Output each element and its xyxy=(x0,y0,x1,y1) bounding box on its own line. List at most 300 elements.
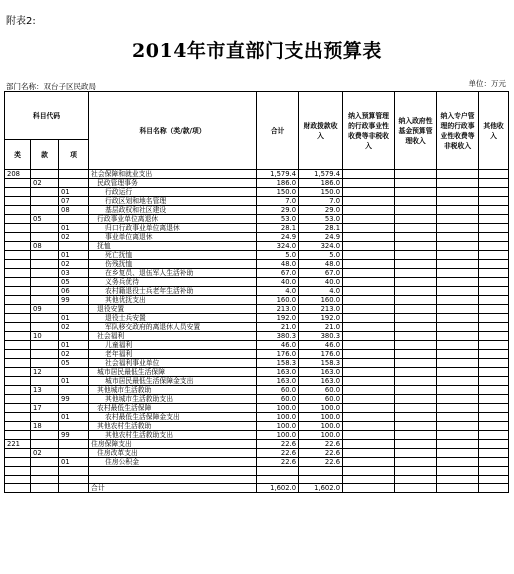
cell-kuan: 12 xyxy=(31,368,59,377)
cell-fiscal: 22.6 xyxy=(299,440,343,449)
cell-total: 7.0 xyxy=(257,197,299,206)
table-row xyxy=(5,233,509,242)
cell-lei xyxy=(5,206,31,215)
header-lei: 类 xyxy=(5,140,31,170)
cell-fund-budget xyxy=(395,242,437,251)
cell-lei xyxy=(5,386,31,395)
cell-lei xyxy=(5,449,31,458)
cell-fund-budget xyxy=(395,359,437,368)
cell-name: 老年福利 xyxy=(89,350,257,359)
cell-name: 住房公积金 xyxy=(89,458,257,467)
cell-xiang xyxy=(59,467,89,476)
cell-nontax-budget xyxy=(343,341,395,350)
cell-name: 行政运行 xyxy=(89,188,257,197)
cell-other-income xyxy=(479,260,509,269)
cell-kuan xyxy=(31,287,59,296)
cell-fiscal: 24.9 xyxy=(299,233,343,242)
cell-other-income xyxy=(479,233,509,242)
cell-nontax-budget xyxy=(343,197,395,206)
table-row xyxy=(5,242,509,251)
cell-special-account xyxy=(437,224,479,233)
cell-xiang xyxy=(59,170,89,179)
table-row xyxy=(5,287,509,296)
cell-special-account xyxy=(437,269,479,278)
cell-fund-budget xyxy=(395,431,437,440)
table-row xyxy=(5,440,509,449)
cell-nontax-budget xyxy=(343,260,395,269)
cell-lei xyxy=(5,305,31,314)
cell-special-account xyxy=(437,377,479,386)
cell-lei xyxy=(5,467,31,476)
cell-kuan xyxy=(31,467,59,476)
cell-total: 176.0 xyxy=(257,350,299,359)
cell-lei xyxy=(5,224,31,233)
cell-kuan: 10 xyxy=(31,332,59,341)
cell-kuan xyxy=(31,440,59,449)
cell-fund-budget xyxy=(395,323,437,332)
cell-fund-budget xyxy=(395,269,437,278)
total-label: 合计 xyxy=(89,484,257,493)
cell-fund-budget xyxy=(395,251,437,260)
header-total: 合计 xyxy=(257,92,299,170)
cell-kuan xyxy=(31,197,59,206)
cell-nontax-budget xyxy=(343,242,395,251)
table-row xyxy=(5,260,509,269)
cell-name: 社会福利 xyxy=(89,332,257,341)
cell-xiang: 02 xyxy=(59,260,89,269)
cell-xiang xyxy=(59,475,89,484)
cell-special-account xyxy=(437,458,479,467)
cell-lei xyxy=(5,179,31,188)
cell-fiscal: 21.0 xyxy=(299,323,343,332)
cell-other-income xyxy=(479,215,509,224)
cell-special-account xyxy=(437,449,479,458)
cell-name: 农村最低生活保障 xyxy=(89,404,257,413)
cell-xiang xyxy=(59,404,89,413)
cell-fiscal xyxy=(299,467,343,476)
cell-kuan xyxy=(31,341,59,350)
table-row xyxy=(5,431,509,440)
cell-other-income xyxy=(479,413,509,422)
cell-xiang xyxy=(59,179,89,188)
cell-total: 160.0 xyxy=(257,296,299,305)
cell-fund-budget xyxy=(395,475,437,484)
cell-total: 22.6 xyxy=(257,440,299,449)
cell-total: 60.0 xyxy=(257,395,299,404)
cell-fiscal: 100.0 xyxy=(299,431,343,440)
cell-nontax-budget xyxy=(343,287,395,296)
cell-nontax-budget xyxy=(343,233,395,242)
cell-nontax-budget xyxy=(343,368,395,377)
cell-kuan xyxy=(31,458,59,467)
cell-total: 21.0 xyxy=(257,323,299,332)
table-row xyxy=(5,215,509,224)
cell-fiscal: 150.0 xyxy=(299,188,343,197)
cell-total: 158.3 xyxy=(257,359,299,368)
cell-total: 213.0 xyxy=(257,305,299,314)
cell-kuan xyxy=(31,278,59,287)
cell-nontax-budget xyxy=(343,386,395,395)
page-title: 2014年市直部门支出预算表 xyxy=(132,40,382,62)
cell-xiang xyxy=(59,386,89,395)
cell-fund-budget xyxy=(395,224,437,233)
table-row xyxy=(5,296,509,305)
cell-nontax-budget xyxy=(343,377,395,386)
cell-fund-budget xyxy=(395,314,437,323)
cell-special-account xyxy=(437,287,479,296)
cell-fiscal: 380.3 xyxy=(299,332,343,341)
cell-xiang xyxy=(59,242,89,251)
cell-nontax-budget xyxy=(343,359,395,368)
cell-total: 5.0 xyxy=(257,251,299,260)
cell-kuan xyxy=(31,170,59,179)
cell-fund-budget xyxy=(395,179,437,188)
cell-other-income xyxy=(479,431,509,440)
cell-xiang: 01 xyxy=(59,314,89,323)
table-row xyxy=(5,475,509,484)
cell-fund-budget xyxy=(395,350,437,359)
table-row xyxy=(5,170,509,179)
cell-fund-budget xyxy=(395,206,437,215)
cell-special-account xyxy=(437,386,479,395)
cell-total: 29.0 xyxy=(257,206,299,215)
cell-kuan xyxy=(31,314,59,323)
cell-fiscal: 5.0 xyxy=(299,251,343,260)
cell-lei xyxy=(5,422,31,431)
cell-kuan xyxy=(31,413,59,422)
cell-kuan: 17 xyxy=(31,404,59,413)
cell-lei xyxy=(5,260,31,269)
cell-name: 其他城市生活救助 xyxy=(89,386,257,395)
cell-lei xyxy=(5,323,31,332)
cell-fund-budget xyxy=(395,332,437,341)
cell-lei xyxy=(5,197,31,206)
cell-other-income xyxy=(479,359,509,368)
cell-total: 24.9 xyxy=(257,233,299,242)
cell-total: 40.0 xyxy=(257,278,299,287)
table-row xyxy=(5,449,509,458)
cell-special-account xyxy=(437,314,479,323)
table-row xyxy=(5,359,509,368)
total-amount: 1,602.0 xyxy=(257,484,299,493)
cell-other-income xyxy=(479,242,509,251)
cell-lei xyxy=(5,314,31,323)
cell-name: 农村籍退役士兵老年生活补助 xyxy=(89,287,257,296)
cell-lei xyxy=(5,350,31,359)
cell-fiscal: 40.0 xyxy=(299,278,343,287)
cell-special-account xyxy=(437,242,479,251)
cell-xiang: 01 xyxy=(59,188,89,197)
cell-fiscal: 213.0 xyxy=(299,305,343,314)
table-row xyxy=(5,368,509,377)
table-row xyxy=(5,458,509,467)
cell-lei xyxy=(5,341,31,350)
cell-kuan xyxy=(31,475,59,484)
cell-fund-budget xyxy=(395,170,437,179)
cell-kuan: 08 xyxy=(31,242,59,251)
cell-nontax-budget xyxy=(343,305,395,314)
table-row xyxy=(5,305,509,314)
cell-nontax-budget xyxy=(343,350,395,359)
table-row xyxy=(5,332,509,341)
cell-lei xyxy=(5,377,31,386)
cell-name: 儿童福利 xyxy=(89,341,257,350)
cell-fiscal: 1,579.4 xyxy=(299,170,343,179)
table-row xyxy=(5,413,509,422)
cell-nontax-budget xyxy=(343,332,395,341)
cell-xiang xyxy=(59,305,89,314)
table-row xyxy=(5,395,509,404)
cell-nontax-budget xyxy=(343,449,395,458)
cell-fund-budget xyxy=(395,197,437,206)
cell-lei xyxy=(5,475,31,484)
table-row xyxy=(5,386,509,395)
cell-fiscal: 163.0 xyxy=(299,377,343,386)
cell-kuan xyxy=(31,251,59,260)
cell-other-income xyxy=(479,350,509,359)
cell-kuan: 05 xyxy=(31,215,59,224)
cell-special-account xyxy=(437,422,479,431)
cell-xiang: 06 xyxy=(59,287,89,296)
cell-special-account xyxy=(437,431,479,440)
table-row xyxy=(5,278,509,287)
cell-special-account xyxy=(437,368,479,377)
cell-name: 义务兵优待 xyxy=(89,278,257,287)
cell-other-income xyxy=(479,224,509,233)
cell-nontax-budget xyxy=(343,314,395,323)
cell-other-income xyxy=(479,386,509,395)
cell-name: 住房改革支出 xyxy=(89,449,257,458)
cell-name: 抚恤 xyxy=(89,242,257,251)
cell-fiscal: 192.0 xyxy=(299,314,343,323)
cell-name: 其他农村生活救助 xyxy=(89,422,257,431)
cell-special-account xyxy=(437,296,479,305)
cell-total: 53.0 xyxy=(257,215,299,224)
cell-fund-budget xyxy=(395,413,437,422)
cell-total: 100.0 xyxy=(257,413,299,422)
cell-lei xyxy=(5,332,31,341)
table-row xyxy=(5,224,509,233)
cell-fiscal: 4.0 xyxy=(299,287,343,296)
cell-xiang xyxy=(59,368,89,377)
cell-xiang: 99 xyxy=(59,431,89,440)
cell-xiang: 02 xyxy=(59,323,89,332)
cell-total: 4.0 xyxy=(257,287,299,296)
cell-other-income xyxy=(479,188,509,197)
cell-kuan xyxy=(31,224,59,233)
cell-kuan xyxy=(31,350,59,359)
cell-total: 60.0 xyxy=(257,386,299,395)
cell-lei xyxy=(5,431,31,440)
header-kuan: 款 xyxy=(31,140,59,170)
cell-total: 150.0 xyxy=(257,188,299,197)
cell-special-account xyxy=(437,359,479,368)
header-nontax-budget: 纳入预算管理的行政事业性收费等非税收入 xyxy=(343,92,395,170)
cell-special-account xyxy=(437,188,479,197)
cell-lei: 221 xyxy=(5,440,31,449)
cell-kuan xyxy=(31,188,59,197)
cell-special-account xyxy=(437,233,479,242)
cell-name: 社会福利事业单位 xyxy=(89,359,257,368)
cell-total: 380.3 xyxy=(257,332,299,341)
cell-other-income xyxy=(479,475,509,484)
cell-name: 事业单位离退休 xyxy=(89,233,257,242)
cell-xiang: 01 xyxy=(59,251,89,260)
cell-name: 其他农村生活救助支出 xyxy=(89,431,257,440)
cell-special-account xyxy=(437,305,479,314)
cell-fiscal: 60.0 xyxy=(299,395,343,404)
cell-fund-budget xyxy=(395,422,437,431)
cell-total: 67.0 xyxy=(257,269,299,278)
cell-xiang: 01 xyxy=(59,413,89,422)
cell-fiscal: 163.0 xyxy=(299,368,343,377)
cell-name: 基层政权和社区建设 xyxy=(89,206,257,215)
cell-lei xyxy=(5,278,31,287)
table-row xyxy=(5,467,509,476)
cell-other-income xyxy=(479,341,509,350)
cell-lei: 208 xyxy=(5,170,31,179)
cell-total xyxy=(257,475,299,484)
cell-special-account xyxy=(437,179,479,188)
cell-special-account xyxy=(437,215,479,224)
cell-fund-budget xyxy=(395,215,437,224)
cell-fund-budget xyxy=(395,296,437,305)
cell-other-income xyxy=(479,368,509,377)
cell-fiscal: 160.0 xyxy=(299,296,343,305)
cell-nontax-budget xyxy=(343,269,395,278)
header-name: 科目名称（类/款/项） xyxy=(89,92,257,170)
cell-fiscal xyxy=(299,475,343,484)
cell-kuan xyxy=(31,431,59,440)
cell-xiang: 05 xyxy=(59,359,89,368)
cell-special-account xyxy=(437,413,479,422)
cell-other-income xyxy=(479,197,509,206)
table-row xyxy=(5,179,509,188)
cell-xiang: 07 xyxy=(59,197,89,206)
header-xiang: 项 xyxy=(59,140,89,170)
cell-total: 1,579.4 xyxy=(257,170,299,179)
table-row xyxy=(5,206,509,215)
cell-fiscal: 67.0 xyxy=(299,269,343,278)
cell-kuan xyxy=(31,269,59,278)
cell-name: 退役士兵安置 xyxy=(89,314,257,323)
cell-fund-budget xyxy=(395,395,437,404)
cell-other-income xyxy=(479,296,509,305)
cell-kuan xyxy=(31,260,59,269)
cell-other-income xyxy=(479,305,509,314)
cell-nontax-budget xyxy=(343,404,395,413)
header-fund-budget: 纳入政府性基金预算管理收入 xyxy=(395,92,437,170)
cell-fiscal: 22.6 xyxy=(299,449,343,458)
cell-xiang xyxy=(59,215,89,224)
cell-lei xyxy=(5,233,31,242)
cell-xiang xyxy=(59,422,89,431)
cell-other-income xyxy=(479,179,509,188)
cell-nontax-budget xyxy=(343,206,395,215)
cell-total: 163.0 xyxy=(257,368,299,377)
cell-fund-budget xyxy=(395,305,437,314)
table-row xyxy=(5,314,509,323)
cell-name: 其他优抚支出 xyxy=(89,296,257,305)
cell-xiang: 02 xyxy=(59,233,89,242)
table-row xyxy=(5,422,509,431)
cell-total: 28.1 xyxy=(257,224,299,233)
cell-name: 行政事业单位离退休 xyxy=(89,215,257,224)
cell-total: 46.0 xyxy=(257,341,299,350)
cell-xiang: 01 xyxy=(59,341,89,350)
cell-other-income xyxy=(479,170,509,179)
cell-other-income xyxy=(479,206,509,215)
cell-kuan: 09 xyxy=(31,305,59,314)
cell-special-account xyxy=(437,475,479,484)
cell-lei xyxy=(5,287,31,296)
cell-name: 在乡复员、退伍军人生活补助 xyxy=(89,269,257,278)
total-fiscal: 1,602.0 xyxy=(299,484,343,493)
cell-total: 100.0 xyxy=(257,404,299,413)
cell-special-account xyxy=(437,278,479,287)
cell-other-income xyxy=(479,458,509,467)
cell-xiang xyxy=(59,440,89,449)
unit-label: 单位：万元 xyxy=(468,79,506,88)
cell-other-income xyxy=(479,332,509,341)
cell-other-income xyxy=(479,377,509,386)
department-name: 部门名称：双台子区民政局 xyxy=(6,82,96,91)
table-row xyxy=(5,404,509,413)
cell-other-income xyxy=(479,395,509,404)
cell-name xyxy=(89,467,257,476)
cell-nontax-budget xyxy=(343,224,395,233)
cell-name: 城市居民最低生活保障 xyxy=(89,368,257,377)
cell-xiang: 01 xyxy=(59,224,89,233)
cell-other-income xyxy=(479,269,509,278)
table-row xyxy=(5,350,509,359)
cell-nontax-budget xyxy=(343,413,395,422)
cell-nontax-budget xyxy=(343,395,395,404)
table-row xyxy=(5,269,509,278)
table-row xyxy=(5,188,509,197)
cell-xiang: 01 xyxy=(59,458,89,467)
cell-fund-budget xyxy=(395,278,437,287)
cell-xiang: 99 xyxy=(59,395,89,404)
cell-other-income xyxy=(479,422,509,431)
cell-kuan xyxy=(31,206,59,215)
cell-fund-budget xyxy=(395,386,437,395)
cell-kuan xyxy=(31,359,59,368)
table-row xyxy=(5,341,509,350)
cell-fund-budget xyxy=(395,287,437,296)
cell-xiang xyxy=(59,332,89,341)
cell-total: 324.0 xyxy=(257,242,299,251)
cell-name: 军队移交政府的离退休人员安置 xyxy=(89,323,257,332)
cell-xiang: 02 xyxy=(59,350,89,359)
cell-nontax-budget xyxy=(343,467,395,476)
cell-xiang: 01 xyxy=(59,377,89,386)
cell-name: 行政区划和地名管理 xyxy=(89,197,257,206)
cell-total: 100.0 xyxy=(257,422,299,431)
cell-name: 城市居民最低生活保障金支出 xyxy=(89,377,257,386)
cell-lei xyxy=(5,296,31,305)
cell-special-account xyxy=(437,395,479,404)
cell-kuan xyxy=(31,233,59,242)
cell-fiscal: 48.0 xyxy=(299,260,343,269)
cell-lei xyxy=(5,188,31,197)
cell-kuan: 18 xyxy=(31,422,59,431)
cell-lei xyxy=(5,413,31,422)
cell-fiscal: 60.0 xyxy=(299,386,343,395)
cell-fiscal: 186.0 xyxy=(299,179,343,188)
cell-total xyxy=(257,467,299,476)
cell-name: 民政管理事务 xyxy=(89,179,257,188)
